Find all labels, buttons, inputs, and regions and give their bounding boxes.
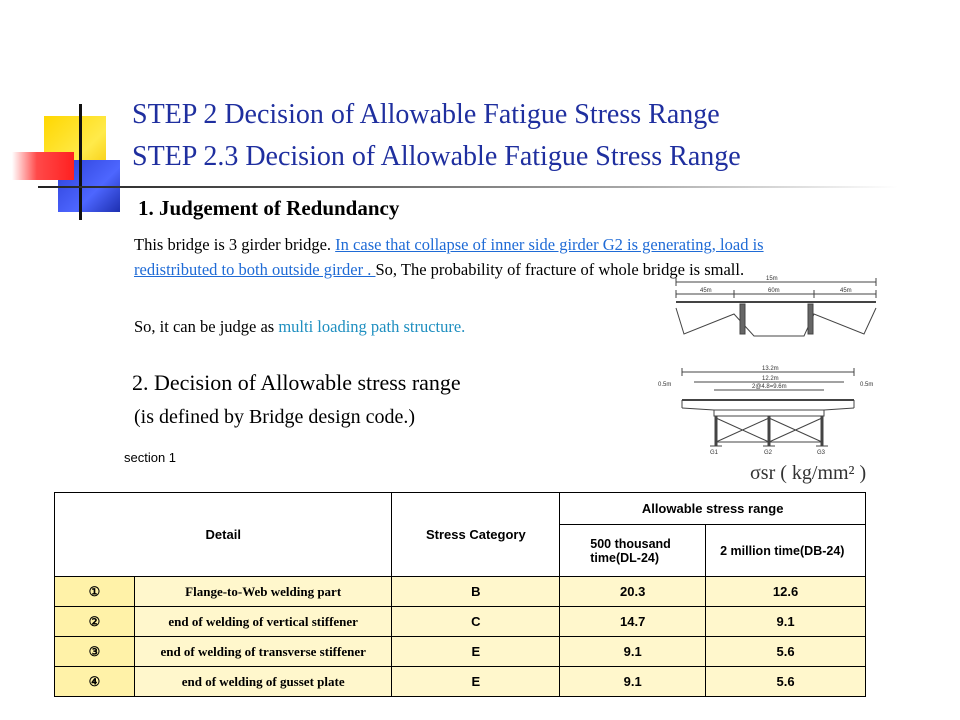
- bridge-elevation-drawing: [654, 274, 884, 348]
- row-category: B: [392, 577, 560, 607]
- row-value-2m: 5.6: [706, 637, 866, 667]
- row-category: E: [392, 667, 560, 697]
- row-value-500k: 20.3: [560, 577, 706, 607]
- row-value-500k: 14.7: [560, 607, 706, 637]
- table-row: [55, 577, 866, 607]
- table-row: [55, 607, 866, 637]
- conclusion-highlight: multi loading path structure.: [278, 317, 466, 336]
- row-detail: end of welding of vertical stiffener: [134, 607, 392, 637]
- row-number: ①: [55, 577, 135, 607]
- dim-width-total: 13.2m: [762, 366, 779, 372]
- row-category: E: [392, 637, 560, 667]
- dim-width-deck: 12.2m: [762, 376, 779, 382]
- title-step2: STEP 2 Decision of Allowable Fatigue Stress Range: [132, 99, 720, 130]
- header-stress-category: Stress Category: [392, 493, 560, 577]
- title-divider: [38, 186, 898, 188]
- header-detail: Detail: [55, 493, 392, 577]
- row-number: ④: [55, 667, 135, 697]
- row-number: ②: [55, 607, 135, 637]
- row-detail: end of welding of gusset plate: [134, 667, 392, 697]
- row-value-2m: 12.6: [706, 577, 866, 607]
- dim-overhang-right: 0.5m: [860, 382, 874, 388]
- para-link-text: In case that collapse of inner side girder G2 is generating, load is redistributed to both outside girder .: [134, 235, 764, 279]
- heading-allowable: 2. Decision of Allowable stress range: [132, 370, 461, 395]
- allowable-stress-table: [54, 492, 866, 697]
- girder-label-g1: G1: [710, 450, 719, 456]
- bridge-cross-section-drawing: [654, 364, 884, 456]
- girder-label-g2: G2: [764, 450, 773, 456]
- row-value-2m: 5.6: [706, 667, 866, 697]
- row-value-2m: 9.1: [706, 607, 866, 637]
- girder-label-g3: G3: [817, 450, 826, 456]
- table-row: [55, 667, 866, 697]
- subheading-code: (is defined by Bridge design code.): [134, 406, 416, 428]
- dim-girder-spacing: 2@4.8=9.6m: [752, 384, 787, 390]
- para-text-end: So, The probability of fracture of whole bridge is small.: [375, 260, 745, 279]
- row-detail: end of welding of transverse stiffener: [134, 637, 392, 667]
- header-allowable-range: Allowable stress range: [560, 493, 866, 525]
- dim-overhang-left: 0.5m: [658, 382, 672, 388]
- dim-span-2: 60m: [768, 288, 780, 294]
- row-number: ③: [55, 637, 135, 667]
- sigma-unit-label: σsr ( kg/mm² ): [750, 462, 867, 484]
- dim-span-total: 15m: [766, 276, 778, 282]
- row-value-500k: 9.1: [560, 637, 706, 667]
- table-row: [55, 637, 866, 667]
- dim-span-1: 45m: [700, 288, 712, 294]
- logo-vertical-line: [79, 104, 82, 220]
- row-detail: Flange-to-Web welding part: [134, 577, 392, 607]
- conclusion-text: So, it can be judge as: [134, 317, 279, 336]
- section-label: section 1: [124, 450, 177, 465]
- row-category: C: [392, 607, 560, 637]
- header-2-million: 2 million time(DB-24): [706, 525, 866, 577]
- heading-redundancy: 1. Judgement of Redundancy: [138, 196, 400, 220]
- row-value-500k: 9.1: [560, 667, 706, 697]
- para-text-start: This bridge is 3 girder bridge.: [134, 235, 336, 254]
- header-500-thousand: 500 thousand time(DL-24): [560, 525, 706, 577]
- dim-span-3: 45m: [840, 288, 852, 294]
- logo-red-bar: [12, 152, 74, 180]
- title-step23: STEP 2.3 Decision of Allowable Fatigue Stress Range: [132, 141, 741, 172]
